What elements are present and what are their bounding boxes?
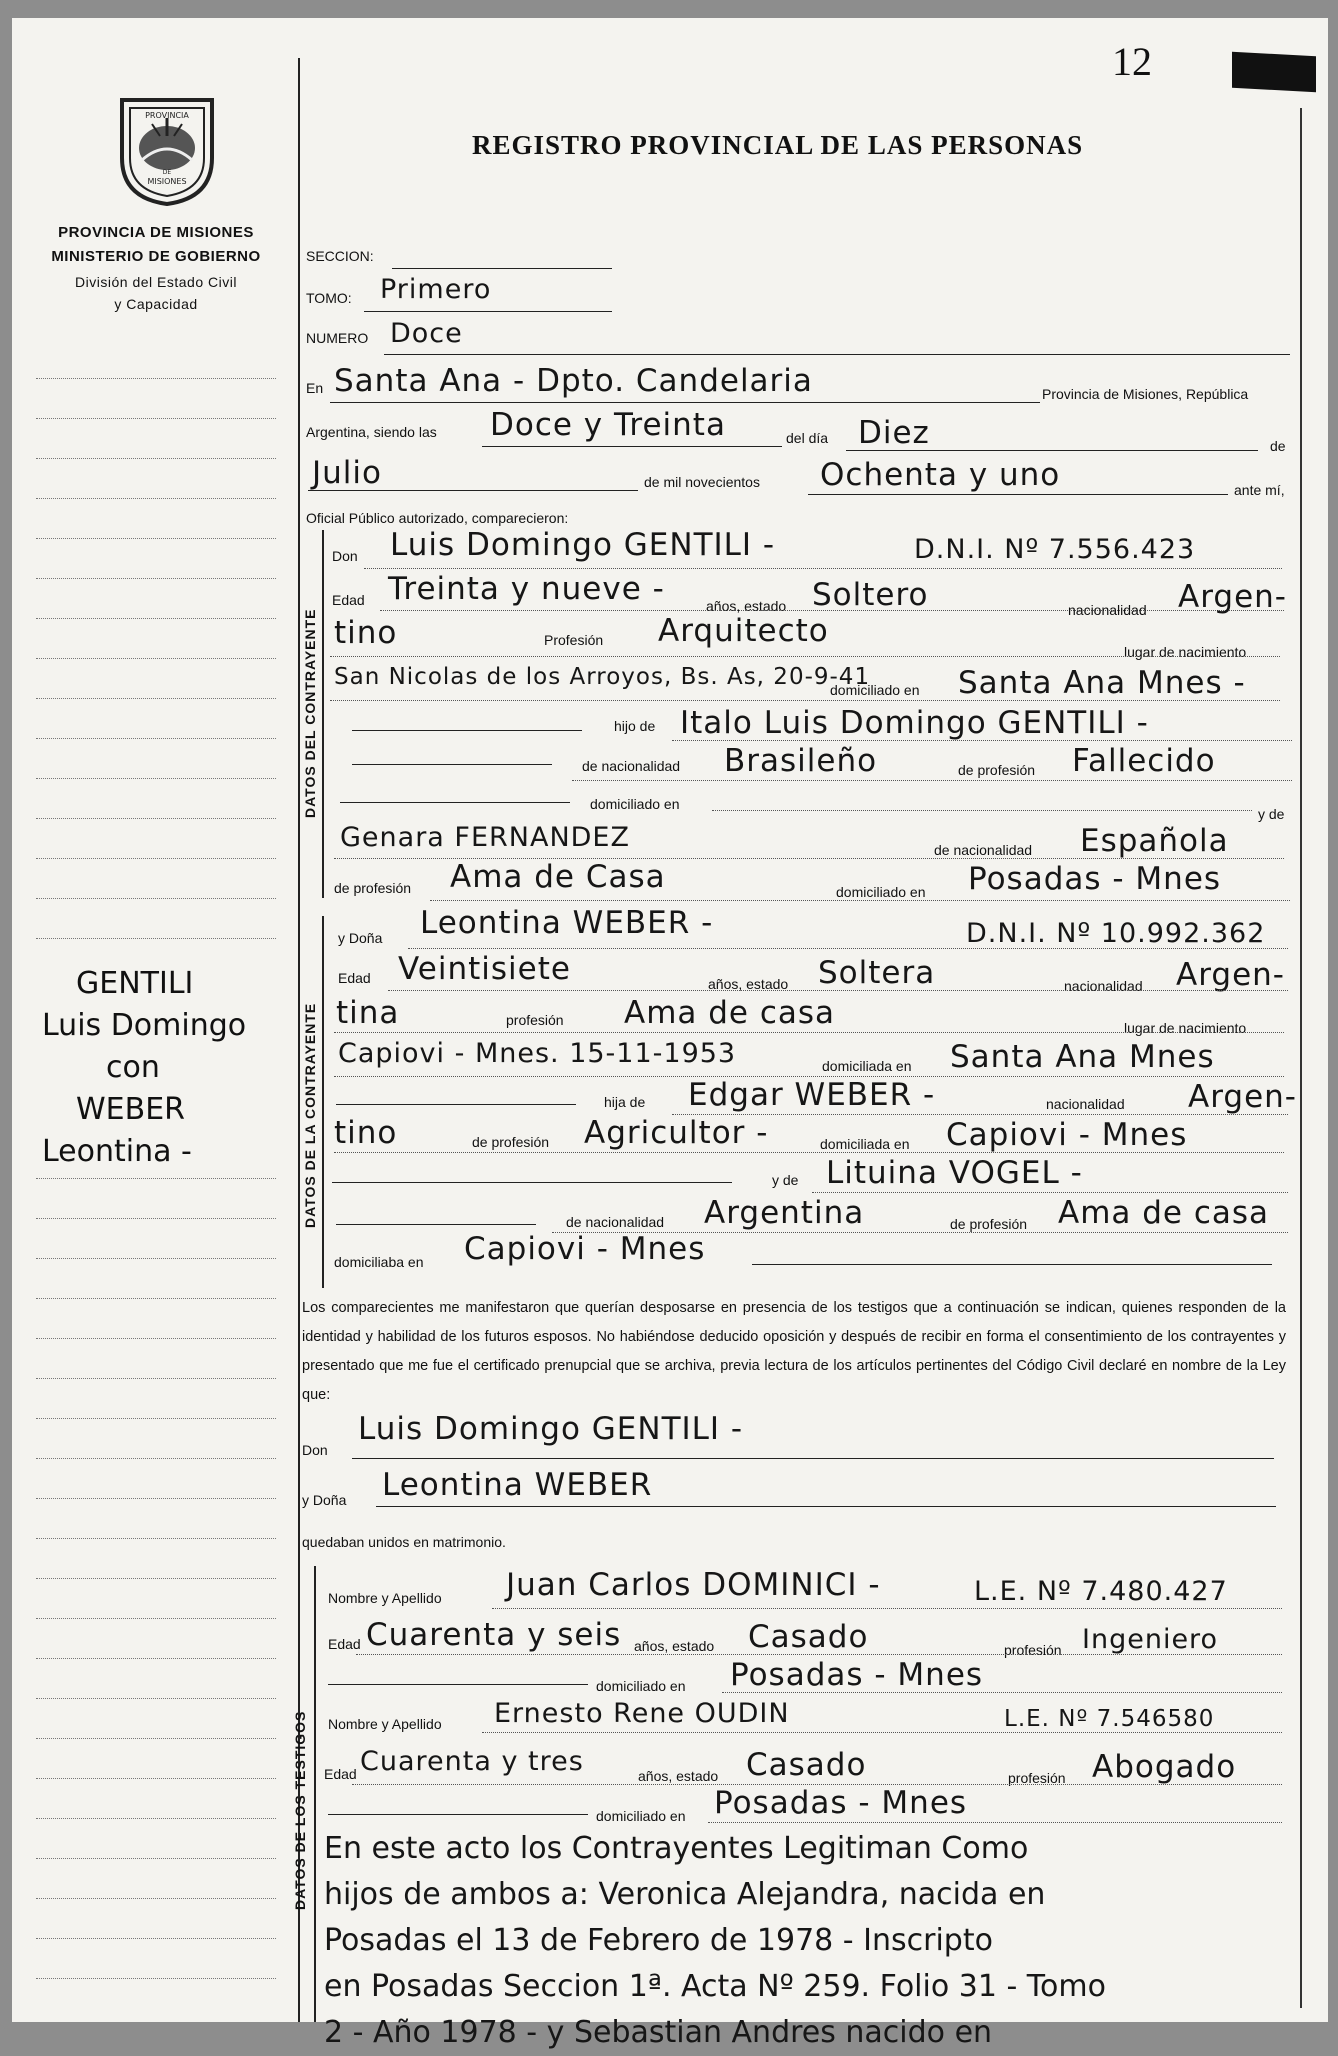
dia-value: Diez — [858, 415, 930, 451]
contrayenta-padre-dom: Capiovi - Mnes — [946, 1117, 1188, 1153]
year-value: Ochenta y uno — [820, 457, 1061, 493]
contrayente-nacimiento: San Nicolas de los Arroyos, Bs. As, 20-9-41 — [334, 664, 871, 690]
en-label: En — [306, 380, 324, 396]
t1-edad: Cuarenta y seis — [366, 1617, 622, 1653]
margin-ruling-line — [36, 1978, 276, 1979]
contrayenta-section-label: DATOS DE LA CONTRAYENTE — [302, 1002, 318, 1228]
anos2-label: años, estado — [708, 976, 789, 992]
dona-line — [408, 948, 1288, 949]
corner-mark — [1232, 52, 1316, 92]
margin-ruling-line — [36, 498, 276, 499]
margin-ruling-line — [36, 1738, 276, 1739]
note-line: Posadas el 13 de Febrero de 1978 - Inscripto — [324, 1923, 993, 1958]
decl-don-value: Luis Domingo GENTILI - — [358, 1411, 744, 1447]
t2-prof: Abogado — [1092, 1749, 1237, 1785]
left-margin — [12, 18, 296, 2022]
contrayenta-madre-prof: Ama de casa — [1058, 1195, 1270, 1231]
madre2-line — [812, 1192, 1288, 1193]
margin-ruling-line — [36, 1778, 276, 1779]
provincia-label: Provincia de Misiones, República — [1042, 386, 1249, 402]
contrayenta-nac-a: Argen- — [1176, 957, 1285, 993]
contrayente-madre-dom: Posadas - Mnes — [968, 861, 1222, 897]
margin-ruling-line — [36, 458, 276, 459]
lugar2-label: lugar de nacimiento — [1124, 1020, 1247, 1036]
certificate-page — [12, 18, 1328, 2050]
margin-ruling-line — [36, 1858, 276, 1859]
contrayenta-domicilio: Santa Ana Mnes — [950, 1039, 1215, 1075]
contrayenta-profesion: Ama de casa — [624, 995, 836, 1031]
t2-doc: L.E. Nº 7.546580 — [1004, 1706, 1215, 1732]
margin-ruling-line — [36, 938, 276, 939]
margin-ruling-line — [36, 378, 276, 379]
t1-dom-label: domiciliado en — [596, 1678, 686, 1694]
dom2-line — [712, 810, 1252, 811]
padre-nac-line — [572, 780, 1292, 781]
margin-ruling-line — [36, 818, 276, 819]
institution-line-2: MINISTERIO DE GOBIERNO — [51, 248, 261, 265]
margin-ruling-line — [36, 1818, 276, 1819]
margin-note-line: Leontina - — [42, 1134, 192, 1169]
edad-line — [380, 610, 1284, 611]
prof2-line — [334, 1032, 1284, 1033]
contrayenta-estado: Soltera — [818, 955, 936, 991]
margin-ruling-line — [36, 1938, 276, 1939]
legitimation-note — [324, 1826, 1274, 2056]
contrayente-profesion: Arquitecto — [658, 613, 829, 649]
prof-line — [330, 656, 1280, 657]
seccion-label: SECCION: — [306, 248, 374, 264]
contrayente-estado: Soltero — [812, 577, 929, 613]
margin-ruling-line — [36, 618, 276, 619]
year-label: de mil novecientos — [644, 474, 760, 490]
seal-text-bottom: MISIONES — [147, 177, 187, 186]
margin-ruling-line — [36, 1218, 276, 1219]
t1-prof: Ingeniero — [1082, 1624, 1219, 1655]
institution-line-1: PROVINCIA DE MISIONES — [58, 224, 254, 241]
margin-ruling-line — [36, 1618, 276, 1619]
right-border — [1300, 108, 1302, 2008]
nac-label: nacionalidad — [1068, 602, 1147, 618]
contrayenta-padre-nac-a: Argen- — [1188, 1079, 1297, 1115]
margin-ruling-line — [36, 538, 276, 539]
institution-line-4: y Capacidad — [114, 296, 198, 312]
madre-prof-label: de profesión — [334, 880, 412, 896]
hija-blank-line — [336, 1104, 576, 1105]
t1-doc: L.E. Nº 7.480.427 — [974, 1576, 1228, 1607]
contrayenta-nacimiento: Capiovi - Mnes. 15-11-1953 — [338, 1038, 737, 1069]
t1-anos-label: años, estado — [634, 1638, 715, 1654]
madre-nac-label: de nacionalidad — [934, 842, 1033, 858]
de-prof2-label: de profesión — [472, 1134, 550, 1150]
hora-value: Doce y Treinta — [490, 407, 726, 443]
t1-name: Juan Carlos DOMINICI - — [506, 1567, 881, 1603]
contrayente-madre-prof: Ama de Casa — [450, 859, 666, 895]
margin-ruling-line — [36, 1418, 276, 1419]
lugar-label: lugar de nacimiento — [1124, 644, 1247, 660]
mes-value: Julio — [312, 455, 382, 491]
dom4-label: domiciliada en — [820, 1136, 910, 1152]
de-prof-label: de profesión — [958, 762, 1036, 778]
t2-name-line — [482, 1732, 1282, 1733]
hijo-label: hijo de — [614, 718, 656, 734]
t2-anos-label: años, estado — [638, 1768, 719, 1784]
y-de-label: y de — [1258, 806, 1285, 822]
margin-ruling-line — [36, 1698, 276, 1699]
edad2-label: Edad — [338, 970, 371, 986]
note-line: 2 - Año 1978 - y Sebastian Andres nacido en — [324, 2015, 993, 2050]
margin-ruling-line — [36, 1498, 276, 1499]
place-value: Santa Ana - Dpto. Candelaria — [334, 363, 813, 399]
don-line — [364, 568, 1282, 569]
hijo-blank-line — [352, 730, 582, 731]
domiciliaba-label: domiciliaba en — [334, 1254, 424, 1270]
margin-ruling-line — [36, 778, 276, 779]
edad2-line — [388, 990, 1288, 991]
del-dia-label: del día — [786, 430, 829, 446]
anos-label: años, estado — [706, 598, 787, 614]
contrayente-bracket — [322, 530, 324, 898]
t2-dom-line — [708, 1822, 1282, 1823]
de-label: de — [1270, 438, 1286, 454]
margin-ruling-line — [36, 658, 276, 659]
mes-line — [308, 490, 638, 491]
t1-dom-line — [722, 1692, 1282, 1693]
t2-edad: Cuarenta y tres — [360, 1746, 584, 1777]
tomo-line — [364, 311, 612, 312]
margin-ruling-line — [36, 738, 276, 739]
padre-nac2-label: nacionalidad — [1046, 1096, 1125, 1112]
margin-ruling-line — [36, 698, 276, 699]
yde-blank-line — [332, 1182, 732, 1183]
t2-name: Ernesto Rene OUDIN — [494, 1698, 790, 1729]
margin-ruling-line — [36, 1378, 276, 1379]
document-title: REGISTRO PROVINCIAL DE LAS PERSONAS — [472, 130, 1084, 160]
t1-nombre-label: Nombre y Apellido — [328, 1590, 442, 1606]
contrayente-nac-b: tino — [334, 615, 398, 651]
margin-ruling-line — [36, 1578, 276, 1579]
place-line — [330, 402, 1040, 403]
argentina-label: Argentina, siendo las — [306, 424, 437, 440]
padre-line — [672, 740, 1292, 741]
contrayenta-edad: Veintisiete — [398, 951, 571, 987]
tomo-label: TOMO: — [306, 290, 352, 306]
hora-line — [482, 446, 782, 447]
contrayente-domicilio: Santa Ana Mnes - — [958, 665, 1246, 701]
contrayente-doc: D.N.I. Nº 7.556.423 — [914, 534, 1196, 565]
nac-blank-line — [352, 764, 552, 765]
dia-line — [846, 450, 1258, 451]
contrayenta-bracket — [322, 916, 324, 1288]
testigos-section-label: DATOS DE LOS TESTIGOS — [292, 1710, 308, 1910]
contrayente-madre-nac: Española — [1080, 823, 1229, 859]
tomo-value: Primero — [380, 274, 492, 305]
de-prof3-label: de profesión — [950, 1216, 1028, 1232]
madre-nac-blank-line — [336, 1224, 536, 1225]
dom3-label: domiciliada en — [822, 1058, 912, 1074]
nac2-label: nacionalidad — [1064, 978, 1143, 994]
edad-label: Edad — [332, 592, 365, 608]
t2-edad-label: Edad — [324, 1766, 357, 1782]
t1-dom-blank-line — [328, 1684, 588, 1685]
margin-ruling-line — [36, 1658, 276, 1659]
decl-don-line — [352, 1458, 1274, 1459]
unidos-text: quedaban unidos en matrimonio. — [302, 1534, 506, 1550]
contrayente-section-label: DATOS DEL CONTRAYENTE — [302, 608, 318, 818]
margin-ruling-line — [36, 1258, 276, 1259]
note-line: en Posadas Seccion 1ª. Acta Nº 259. Folio 31 - Tomo — [324, 1969, 1106, 2004]
don-label: Don — [332, 548, 358, 564]
t1-name-line — [492, 1608, 1282, 1609]
t2-dom-label: domiciliado en — [596, 1808, 686, 1824]
margin-note-line: GENTILI — [76, 966, 194, 1001]
nacimiento-line — [330, 700, 1280, 701]
t2-estado: Casado — [746, 1747, 867, 1783]
contrayenta-doc: D.N.I. Nº 10.992.362 — [966, 918, 1266, 949]
contrayenta-padre-nac-b: tino — [334, 1115, 398, 1151]
testigos-bracket — [314, 1566, 316, 2022]
t1-edad-line — [356, 1654, 1282, 1655]
madre-dom-label: domiciliado en — [836, 884, 926, 900]
margin-note-line: WEBER — [76, 1092, 185, 1127]
domiciliaba-line — [752, 1264, 1272, 1265]
contrayente-padre-prof: Fallecido — [1072, 743, 1216, 779]
margin-annotation — [42, 963, 292, 1173]
margin-ruling-line — [36, 1458, 276, 1459]
t2-prof-label: profesión — [1008, 1770, 1066, 1786]
t1-edad-label: Edad — [328, 1636, 361, 1652]
margin-ruling-line — [36, 578, 276, 579]
t2-nombre-label: Nombre y Apellido — [328, 1716, 442, 1732]
margin-ruling-line — [36, 1298, 276, 1299]
decl-dona-value: Leontina WEBER — [382, 1467, 653, 1503]
margin-ruling-line — [36, 418, 276, 419]
dom2-label: domiciliado en — [590, 796, 680, 812]
contrayente-edad: Treinta y nueve - — [388, 571, 665, 607]
contrayente-name: Luis Domingo GENTILI - — [390, 527, 776, 563]
margin-ruling-line — [36, 1538, 276, 1539]
prof-label: Profesión — [544, 632, 604, 648]
de-nac2-label: de nacionalidad — [566, 1214, 665, 1230]
decl-dona-line — [376, 1506, 1276, 1507]
margin-ruling-line — [36, 858, 276, 859]
contrayenta-madre-nac: Argentina — [704, 1195, 865, 1231]
numero-value: Doce — [390, 318, 463, 349]
dom-blank-line — [340, 802, 570, 803]
contrayente-madre: Genara FERNANDEZ — [340, 822, 630, 853]
t1-dom: Posadas - Mnes — [730, 1657, 984, 1693]
madre-prof-line — [430, 900, 1290, 901]
oficial-label: Oficial Público autorizado, comparecieron: — [306, 510, 569, 526]
prof2-label: profesión — [506, 1012, 564, 1028]
contrayenta-madre-dom: Capiovi - Mnes — [464, 1231, 706, 1267]
t2-dom-blank-line — [328, 1814, 588, 1815]
decl-dona-label: y Doña — [302, 1492, 347, 1508]
t1-prof-label: profesión — [1004, 1642, 1062, 1658]
de-nac-label: de nacionalidad — [582, 758, 681, 774]
page-number: 12 — [1112, 39, 1152, 84]
margin-note-line: Luis Domingo — [42, 1008, 247, 1043]
contrayenta-nac-b: tina — [336, 995, 400, 1031]
contrayenta-padre: Edgar WEBER - — [688, 1077, 936, 1113]
contrayenta-name: Leontina WEBER - — [420, 905, 714, 941]
year-line — [808, 494, 1228, 495]
contrayente-nac-a: Argen- — [1178, 579, 1287, 615]
hija-label: hija de — [604, 1094, 646, 1110]
contrayente-padre-nac: Brasileño — [724, 743, 878, 779]
margin-note-line: con — [106, 1050, 160, 1085]
margin-ruling-line — [36, 1338, 276, 1339]
ante-label: ante mí, — [1234, 482, 1285, 498]
note-line: hijos de ambos a: Veronica Alejandra, nacida en — [324, 1877, 1046, 1912]
dona-label: y Doña — [338, 930, 383, 946]
contrayenta-madre: Lituina VOGEL - — [826, 1155, 1083, 1191]
margin-ruling-line — [36, 1898, 276, 1899]
t1-estado: Casado — [748, 1619, 869, 1655]
seal-text-top: PROVINCIA — [145, 111, 189, 120]
institution-line-3: División del Estado Civil — [75, 274, 237, 290]
contrayenta-padre-prof: Agricultor - — [584, 1115, 769, 1151]
dom-label: domiciliado en — [830, 682, 920, 698]
declaration-text: Los comparecientes me manifestaron que querían desposarse en presencia de los testigos que a continuación se indican, quienes responden de la identidad y habilidad de los futuros esposos. No habiéndose deducido oposición y después de recibir en forma el consentimiento de los contrayentes y presentado que me fue el certificado prenupcial que se archiva, previa lectura de los artículos pertinentes del Código Civil declaré en nombre de la Ley que: — [302, 1300, 1286, 1403]
margin-ruling-line — [36, 898, 276, 899]
note-line: En este acto los Contrayentes Legitiman Como — [324, 1831, 1029, 1866]
provincial-seal-icon — [112, 88, 222, 208]
numero-label: NUMERO — [306, 330, 369, 346]
margin-ruling-line — [36, 1178, 276, 1179]
y-de2-label: y de — [772, 1172, 799, 1188]
t2-dom: Posadas - Mnes — [714, 1785, 968, 1821]
seal-text-middle: DE — [162, 169, 172, 176]
padre-prof2-line — [334, 1152, 1284, 1153]
seccion-line — [392, 268, 612, 269]
numero-line — [384, 354, 1290, 355]
contrayente-padre: Italo Luis Domingo GENTILI - — [680, 705, 1149, 741]
decl-don-label: Don — [302, 1442, 328, 1458]
